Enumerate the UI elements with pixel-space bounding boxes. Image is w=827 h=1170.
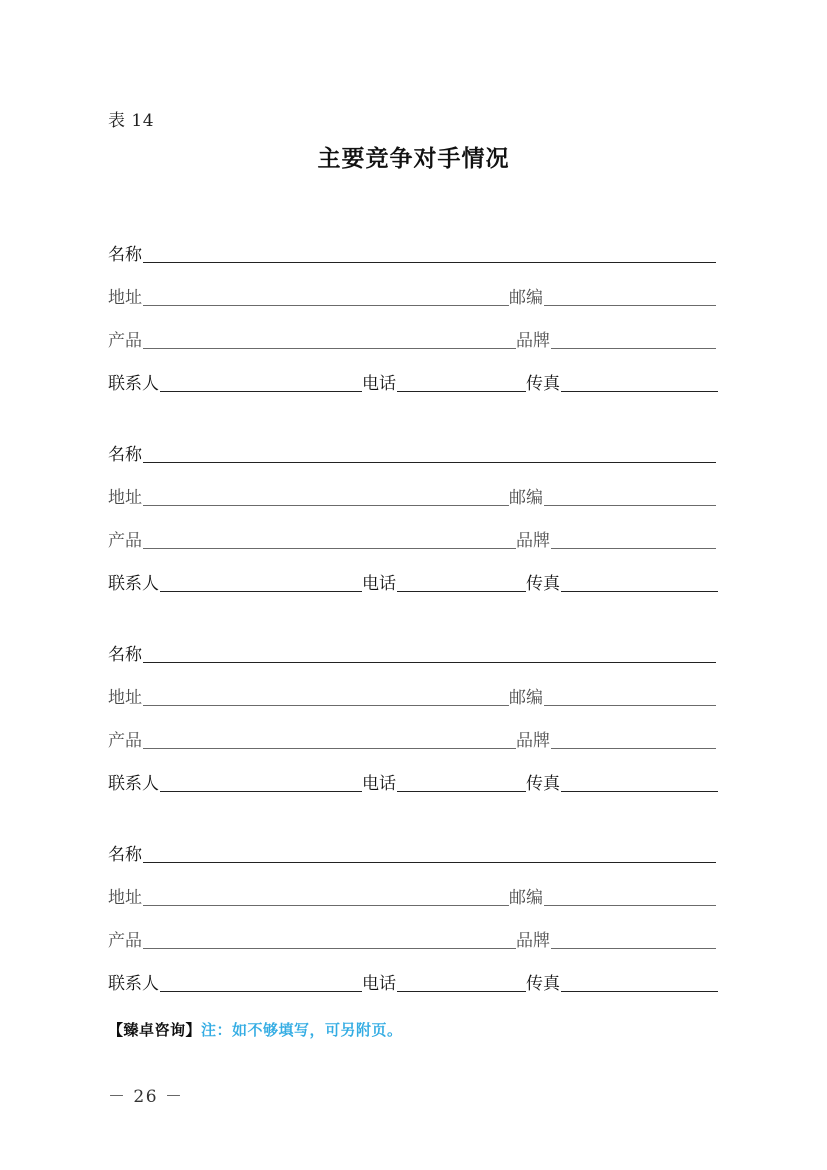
label-brand: 品牌 [516,531,550,551]
form-row-contact [108,752,716,795]
input-product[interactable] [143,748,516,749]
competitor-form-blocks [108,223,716,995]
competitor-block [108,223,716,395]
input-product[interactable] [143,348,516,349]
input-postcode[interactable] [544,305,716,306]
input-address[interactable] [143,705,509,706]
input-contact[interactable] [160,791,362,792]
form-row-product [108,309,716,352]
footer-brand: 【臻卓咨询】 [108,1021,202,1039]
input-fax[interactable] [561,991,718,992]
label-product: 产品 [108,931,142,951]
label-address: 地址 [108,488,142,508]
label-postcode: 邮编 [509,688,543,708]
label-contact: 联系人 [108,774,159,794]
form-row-name [108,223,716,266]
input-brand[interactable] [551,748,716,749]
page-title: 主要竞争对手情况 [317,146,510,172]
label-product: 产品 [108,331,142,351]
form-row-name [108,423,716,466]
input-phone[interactable] [397,791,526,792]
input-name[interactable] [143,862,716,863]
input-contact[interactable] [160,991,362,992]
label-phone: 电话 [362,374,396,394]
form-row-contact [108,352,716,395]
label-address: 地址 [108,688,142,708]
label-product: 产品 [108,731,142,751]
input-product[interactable] [143,548,516,549]
form-row-product [108,709,716,752]
input-address[interactable] [143,905,509,906]
form-row-name [108,623,716,666]
label-address: 地址 [108,888,142,908]
label-contact: 联系人 [108,574,159,594]
label-fax: 传真 [526,374,560,394]
form-row-contact [108,552,716,595]
label-fax: 传真 [526,774,560,794]
form-row-address [108,666,716,709]
label-name: 名称 [108,645,142,665]
form-row-address [108,466,716,509]
input-postcode[interactable] [544,505,716,506]
label-phone: 电话 [362,774,396,794]
input-product[interactable] [143,948,516,949]
label-phone: 电话 [362,574,396,594]
form-row-name [108,823,716,866]
input-contact[interactable] [160,391,362,392]
label-brand: 品牌 [516,331,550,351]
input-brand[interactable] [551,548,716,549]
form-row-product [108,509,716,552]
label-fax: 传真 [526,974,560,994]
footer-note [108,1018,403,1042]
input-contact[interactable] [160,591,362,592]
label-phone: 电话 [362,974,396,994]
input-fax[interactable] [561,791,718,792]
competitor-block [108,623,716,795]
form-row-product [108,909,716,952]
input-phone[interactable] [397,391,526,392]
input-phone[interactable] [397,591,526,592]
input-phone[interactable] [397,991,526,992]
input-name[interactable] [143,662,716,663]
label-contact: 联系人 [108,974,159,994]
label-address: 地址 [108,288,142,308]
label-postcode: 邮编 [509,888,543,908]
label-postcode: 邮编 [509,288,543,308]
input-fax[interactable] [561,391,718,392]
label-brand: 品牌 [516,931,550,951]
input-brand[interactable] [551,948,716,949]
label-brand: 品牌 [516,731,550,751]
table-number: 表 14 [108,111,155,131]
label-product: 产品 [108,531,142,551]
input-address[interactable] [143,305,509,306]
label-fax: 传真 [526,574,560,594]
footer-note-text: 注：如不够填写，可另附页。 [201,1021,403,1039]
input-name[interactable] [143,262,716,263]
label-name: 名称 [108,445,142,465]
label-postcode: 邮编 [509,488,543,508]
label-contact: 联系人 [108,374,159,394]
input-postcode[interactable] [544,905,716,906]
label-name: 名称 [108,845,142,865]
input-address[interactable] [143,505,509,506]
input-postcode[interactable] [544,705,716,706]
page-number: － 26 － [108,1087,184,1107]
form-row-contact [108,952,716,995]
input-fax[interactable] [561,591,718,592]
input-brand[interactable] [551,348,716,349]
form-row-address [108,866,716,909]
label-name: 名称 [108,245,142,265]
competitor-block [108,423,716,595]
competitor-block [108,823,716,995]
input-name[interactable] [143,462,716,463]
form-row-address [108,266,716,309]
